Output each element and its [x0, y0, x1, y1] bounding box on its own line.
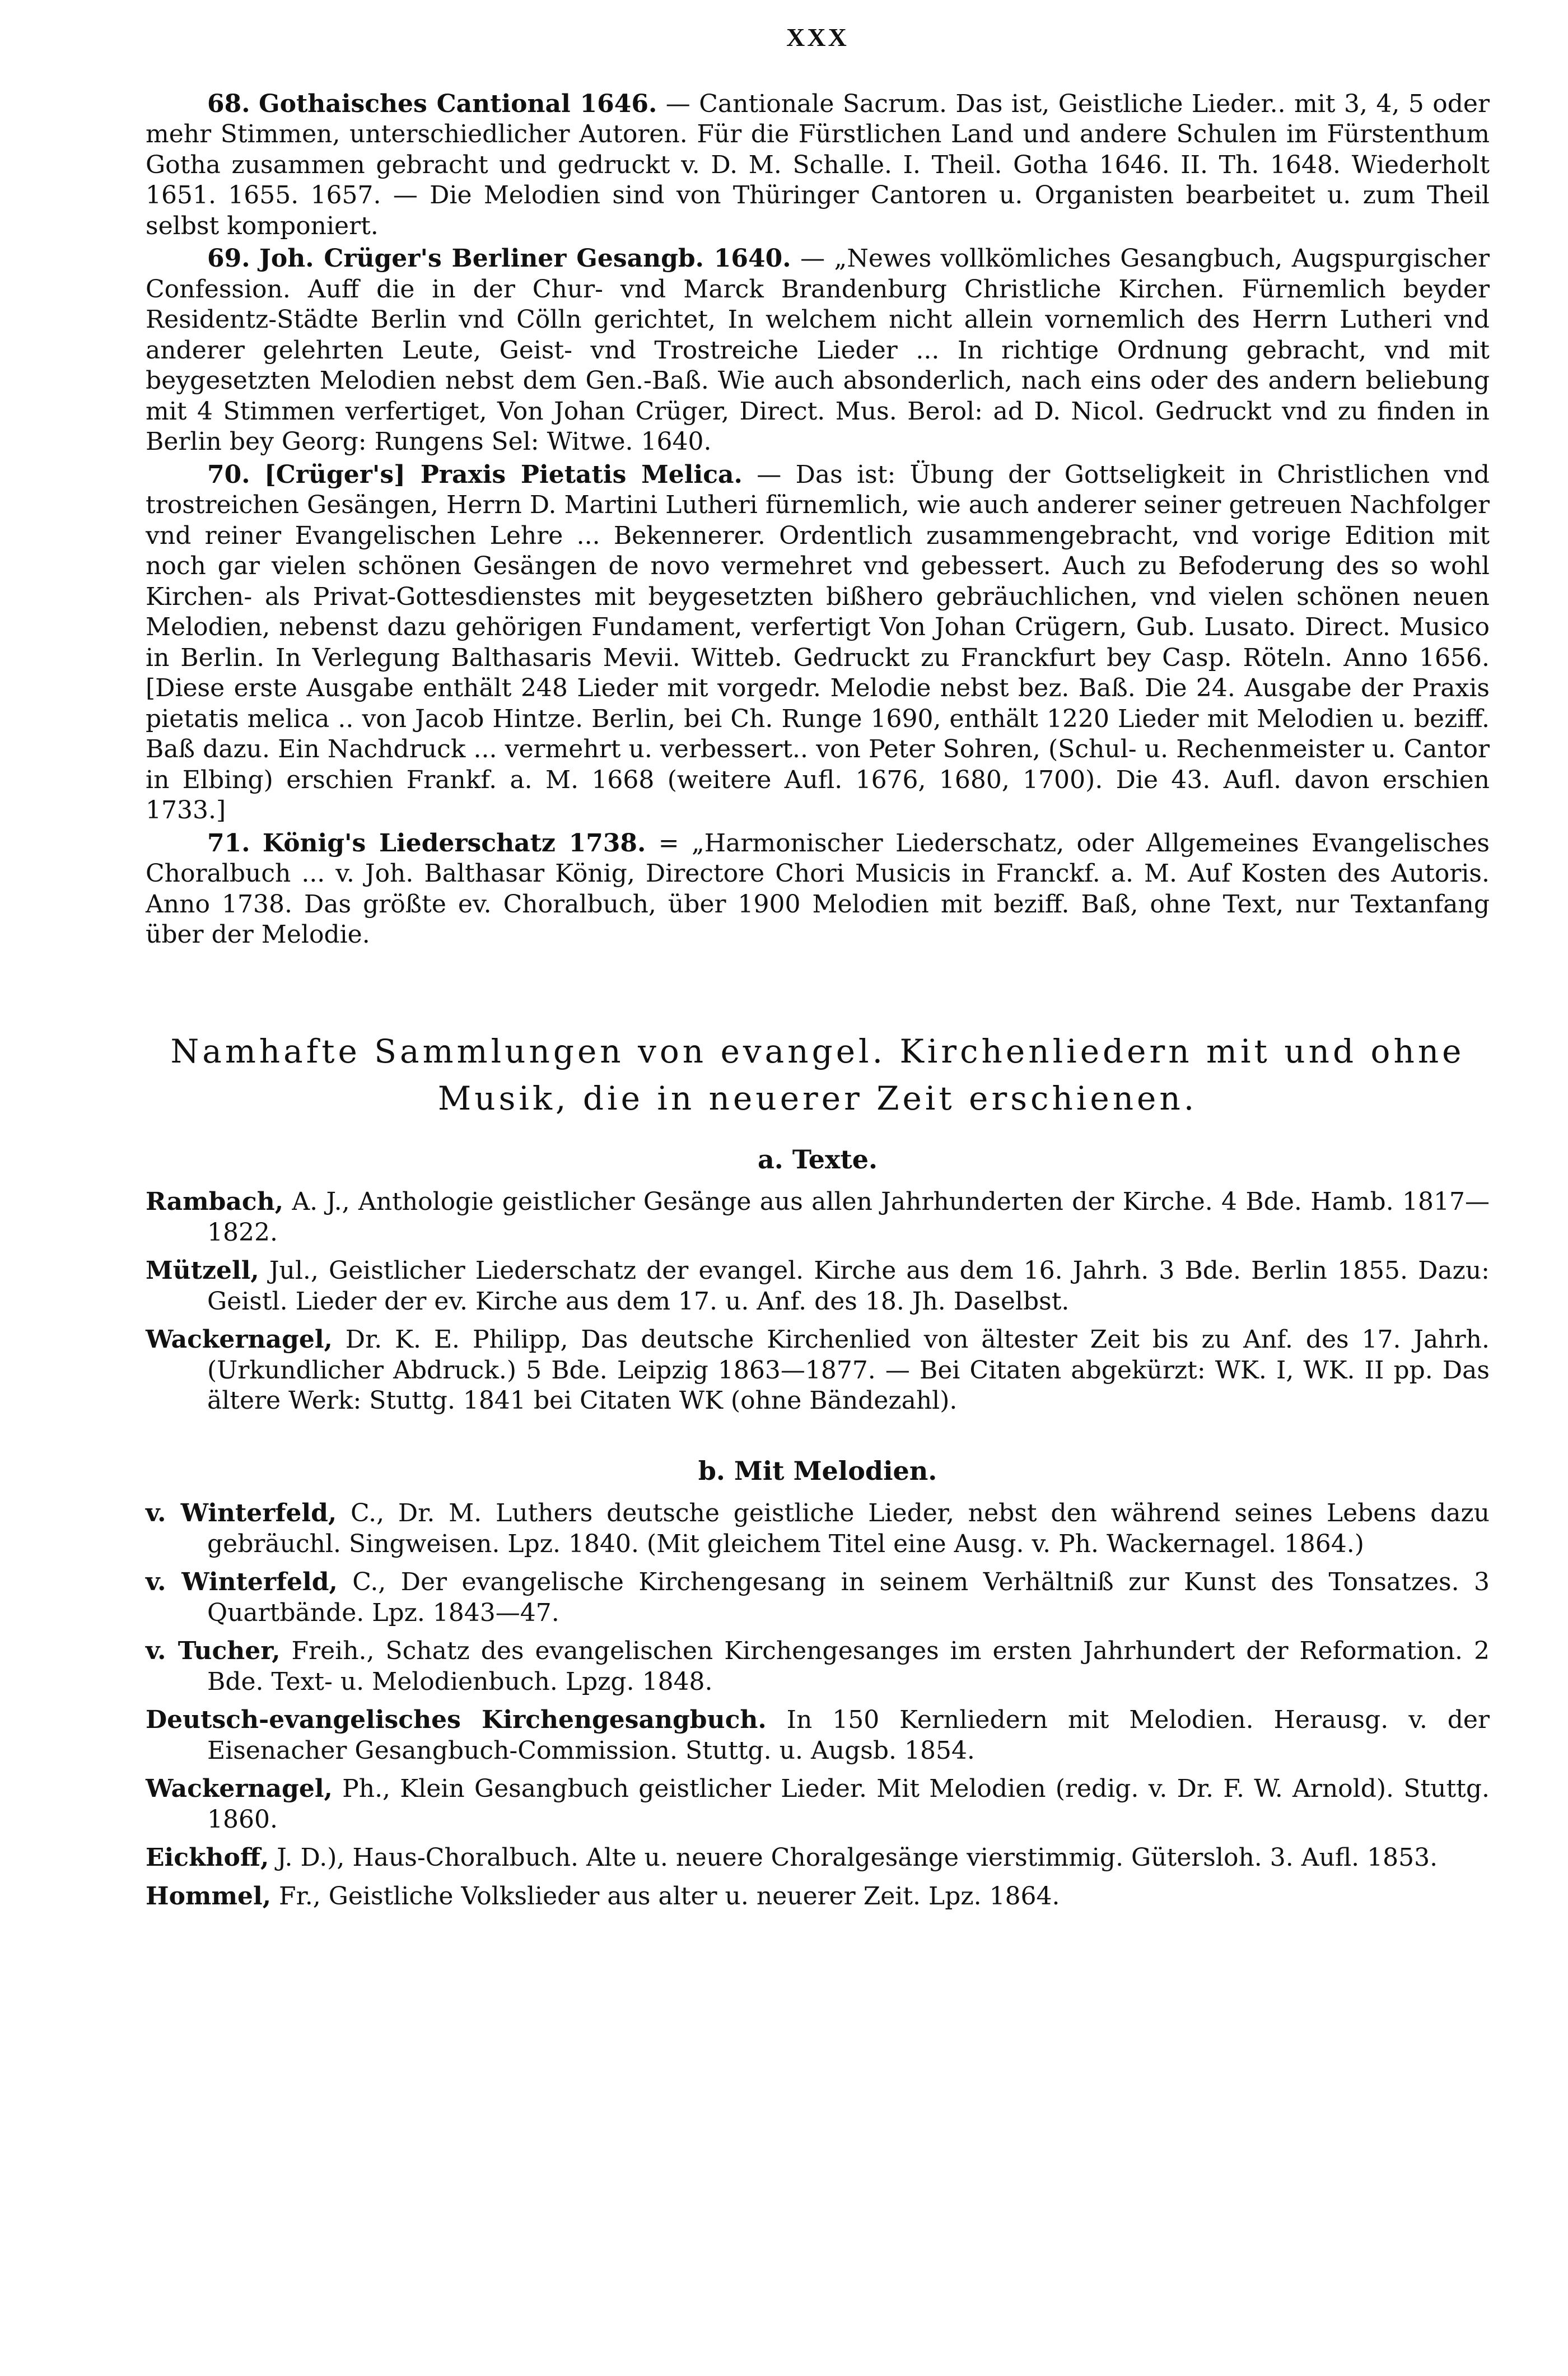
item-text: Jul., Geistlicher Liederschatz der evangel. Kirche aus dem 16. Jahrh. 3 Bde. Berlin 1855. Dazu: Geistl. Lieder der ev. Kirche aus dem 17. u. Anf. des 18. Jh. Daselbst.	[207, 1256, 1490, 1316]
item-text: Freih., Schatz des evangelischen Kirchengesanges im ersten Jahrhundert der Reformation. 2 Bde. Text- u. Melodienbuch. Lpzg. 1848.	[207, 1637, 1490, 1696]
bibliography-item	[146, 1498, 1490, 1559]
bibliography-item	[146, 1705, 1490, 1766]
item-text: C., Dr. M. Luthers deutsche geistliche Lieder, nebst den während seines Lebens dazu gebräuchl. Singweisen. Lpz. 1840. (Mit gleichem Titel eine Ausg. v. Ph. Wackernagel. 1864.)	[207, 1499, 1490, 1558]
section-heading	[146, 1028, 1490, 1122]
author-name: Eickhoff,	[146, 1843, 269, 1872]
bibliography-item	[146, 1881, 1490, 1912]
item-text: A. J., Anthologie geistlicher Gesänge aus allen Jahrhunderten der Kirche. 4 Bde. Hamb. 1817—1822.	[207, 1187, 1490, 1247]
bibliography-item	[146, 1567, 1490, 1628]
author-name: v. Winterfeld,	[146, 1568, 338, 1596]
author-name: Hommel,	[146, 1881, 272, 1911]
entry-number: 69.	[207, 244, 250, 273]
author-name: Wackernagel,	[146, 1325, 333, 1354]
item-text: Dr. K. E. Philipp, Das deutsche Kirchenlied von ältester Zeit bis zu Anf. des 17. Jahrh. (Urkundlicher Abdruck.) 5 Bde. Leipzig 1863—1877. — Bei Citaten abgekürzt: WK. I, WK. II pp. Das ältere Werk: Stuttg. 1841 bei Citaten WK (ohne Bändezahl).	[207, 1325, 1490, 1415]
section-heading-line: Namhafte Sammlungen von evangel. Kirchenliedern mit und ohne	[170, 1032, 1465, 1070]
catalog-entry	[146, 460, 1490, 826]
bibliography-item	[146, 1774, 1490, 1835]
entry-text: = „Harmonischer Liederschatz, oder Allgemeines Evangelisches Choralbuch ... v. Joh. Balthasar König, Directore Chori Musicis in Franckf. a. M. Auf Kosten des Autoris. Anno 1738. Das größte ev. Choralbuch, über 1900 Melodien mit beziff. Baß, ohne Text, nur Textanfang über der Melodie.	[146, 828, 1490, 949]
entry-title: Joh. Crüger's Berliner Gesangb. 1640.	[259, 244, 791, 273]
entry-number: 71.	[207, 828, 250, 858]
author-name: Deutsch-evangelisches Kirchengesangbuch.	[146, 1706, 767, 1734]
item-text: J. D.), Haus-Choralbuch. Alte u. neuere Choralgesänge vierstimmig. Gütersloh. 3. Aufl. 1853.	[269, 1843, 1438, 1872]
item-text: Fr., Geistliche Volkslieder aus alter u. neuerer Zeit. Lpz. 1864.	[271, 1881, 1060, 1911]
author-name: Rambach,	[146, 1187, 284, 1216]
subsection-heading-melodies: b. Mit Melodien.	[698, 1455, 937, 1486]
bibliography-item	[146, 1256, 1490, 1317]
section-heading-line: Musik, die in neuerer Zeit erschienen.	[437, 1079, 1198, 1117]
entry-number: 70.	[207, 460, 250, 489]
bibliography-item	[146, 1636, 1490, 1697]
author-name: v. Winterfeld,	[146, 1499, 337, 1527]
entry-title: Gothaisches Cantional 1646.	[259, 89, 657, 118]
author-name: Wackernagel,	[146, 1774, 333, 1803]
catalog-entry	[146, 828, 1490, 951]
item-text: C., Der evangelische Kirchengesang in seinem Verhältniß zur Kunst des Tonsatzes. 3 Quartbände. Lpz. 1843—47.	[207, 1568, 1490, 1627]
page-number: XXX	[786, 23, 849, 52]
book-page	[146, 22, 1490, 1920]
entry-text: — Das ist: Übung der Gottseligkeit in Christlichen vnd trostreichen Gesängen, Herrn D. Martini Lutheri fürnemlich, wie auch anderer seiner getreuen Nachfolger vnd reiner Evangelischen Lehre ... Bekennerer. Ordentlich zusammengebracht, vnd vorige Edition mit noch gar vielen schönen Gesängen de novo vermehret vnd gebessert. Auch zu Befoderung des so wohl Kirchen- als Privat-Gottesdienstes mit beygesetzten bißhero gebräuchlichen, vnd vielen schönen neuen Melodien, nebenst dazu gehörigen Fundament, verfertigt Von Johan Crügern, Gub. Lusato. Direct. Musico in Berlin. In Verlegung Balthasaris Mevii. Witteb. Gedruckt zu Franckfurt bey Casp. Röteln. Anno 1656. [Diese erste Ausgabe enthält 248 Lieder mit vorgedr. Melodie nebst bez. Baß. Die 24. Ausgabe der Praxis pietatis melica .. von Jacob Hintze. Berlin, bei Ch. Runge 1690, enthält 1220 Lieder mit Melodien u. beziff. Baß dazu. Ein Nachdruck ... vermehrt u. verbessert.. von Peter Sohren, (Schul- u. Rechenmeister u. Cantor in Elbing) erschien Frankf. a. M. 1668 (weitere Aufl. 1676, 1680, 1700). Die 43. Aufl. davon erschien 1733.]	[146, 460, 1490, 824]
item-text: Ph., Klein Gesangbuch geistlicher Lieder. Mit Melodien (redig. v. Dr. F. W. Arnold). Stuttg. 1860.	[207, 1774, 1490, 1834]
bibliography-item	[146, 1187, 1490, 1248]
entry-text: — Cantionale Sacrum. Das ist, Geistliche Lieder.. mit 3, 4, 5 oder mehr Stimmen, unterschiedlicher Autoren. Für die Fürstlichen Land und andere Schulen im Fürstenthum Gotha zusammen gebracht und gedruckt v. D. M. Schalle. I. Theil. Gotha 1646. II. Th. 1648. Wiederholt 1651. 1655. 1657. — Die Melodien sind von Thüringer Cantoren u. Organisten bearbeitet u. zum Theil selbst komponiert.	[146, 89, 1490, 240]
item-text: In 150 Kernliedern mit Melodien. Herausg. v. der Eisenacher Gesangbuch-Commission. Stuttg. u. Augsb. 1854.	[207, 1706, 1490, 1765]
catalog-entry	[146, 244, 1490, 458]
entry-text: — „Newes vollkömliches Gesangbuch, Augspurgischer Confession. Auff die in der Chur- vnd Marck Brandenburg Christliche Kirchen. Fürnemlich beyder Residentz-Städte Berlin vnd Cölln gerichtet, In welchem nicht allein vornemlich des Herrn Lutheri vnd anderer gelehrten Leute, Geist- vnd Trostreiche Lieder ... In richtige Ordnung gebracht, vnd mit beygesetzten Melodien nebst dem Gen.-Baß. Wie auch absonderlich, nach eins oder des andern beliebung mit 4 Stimmen verfertiget, Von Johan Crüger, Direct. Mus. Berol: ad D. Nicol. Gedruckt vnd zu finden in Berlin bey Georg: Rungens Sel: Witwe. 1640.	[146, 244, 1490, 456]
entry-number: 68.	[207, 89, 250, 118]
subsection-heading-texts: a. Texte.	[757, 1144, 878, 1175]
author-name: Mützell,	[146, 1256, 259, 1285]
bibliography-item	[146, 1843, 1490, 1874]
catalog-entry	[146, 89, 1490, 242]
author-name: v. Tucher,	[146, 1637, 281, 1665]
entry-title: König's Liederschatz 1738.	[262, 828, 646, 858]
entry-title: [Crüger's] Praxis Pietatis Melica.	[264, 460, 743, 489]
bibliography-item	[146, 1325, 1490, 1417]
